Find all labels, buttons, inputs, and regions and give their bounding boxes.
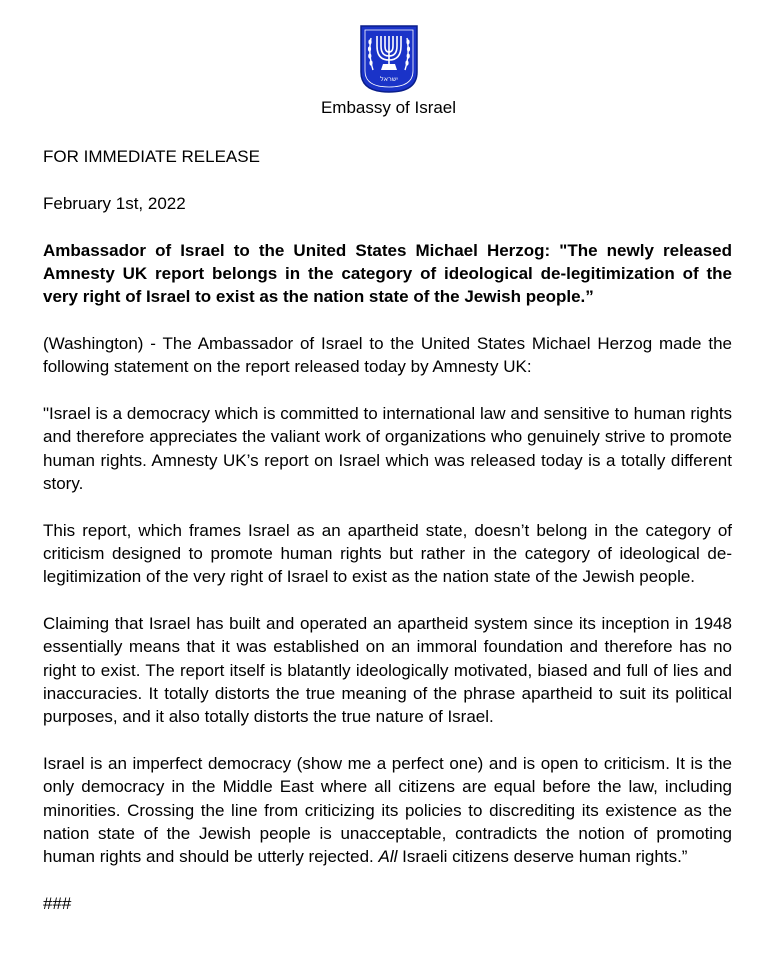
emblem-inscription: ישראל: [379, 75, 398, 83]
paragraph-4-ending: Israeli citizens deserve human rights.”: [397, 847, 688, 867]
paragraph-4-text: Israel is an imperfect democracy (show me a perfect one) and is open to criticism. It is the only democracy in the Middle East where all citizens are equal before the law, including minorities. Crossing the line from criticizing its policies to discrediting its existence as the nation state of the Jewish people is unacceptable, contradicts the notion of promoting human rights and should be utterly rejected.: [43, 754, 732, 867]
release-date: February 1st, 2022: [43, 193, 186, 213]
letterhead: [0, 24, 777, 118]
release-headline: Ambassador of Israel to the United States Michael Herzog: "The newly released Amnesty UK report belongs in the category of ideological de-legitimization of the very right of Israel to exist as the nation state of the Jewish people.”: [43, 240, 732, 307]
embassy-name: Embassy of Israel: [320, 98, 457, 117]
israel-emblem-menorah-icon: [359, 24, 419, 94]
press-release-body: [43, 145, 732, 915]
end-mark: ###: [43, 894, 72, 914]
emphasis-all: All: [378, 847, 398, 867]
release-label: FOR IMMEDIATE RELEASE: [43, 147, 260, 166]
statement-paragraph-4: [43, 752, 732, 868]
statement-paragraph-1: "Israel is a democracy which is committed to international law and sensitive to human rights and therefore appreciates the valiant work of organizations who genuinely strive to promote human rights. Amnesty UK’s report on Israel which was released today is a totally different story.: [43, 404, 732, 493]
intro-paragraph: (Washington) - The Ambassador of Israel to the United States Michael Herzog made the following statement on the report released today by Amnesty UK:: [43, 333, 732, 377]
statement-paragraph-3: Claiming that Israel has built and operated an apartheid system since its inception in 1948 essentially means that it was established on an immoral foundation and therefore has no right to exist. The report itself is blatantly ideologically motivated, biased and full of lies and inaccuracies. It totally distorts the true meaning of the phrase apartheid to suit its political purposes, and it also totally distorts the true nature of Israel.: [43, 614, 732, 727]
statement-paragraph-2: This report, which frames Israel as an apartheid state, doesn’t belong in the category of criticism designed to promote human rights but rather in the category of ideological de-legitimization of the very right of Israel to exist as the nation state of the Jewish people.: [43, 520, 732, 587]
